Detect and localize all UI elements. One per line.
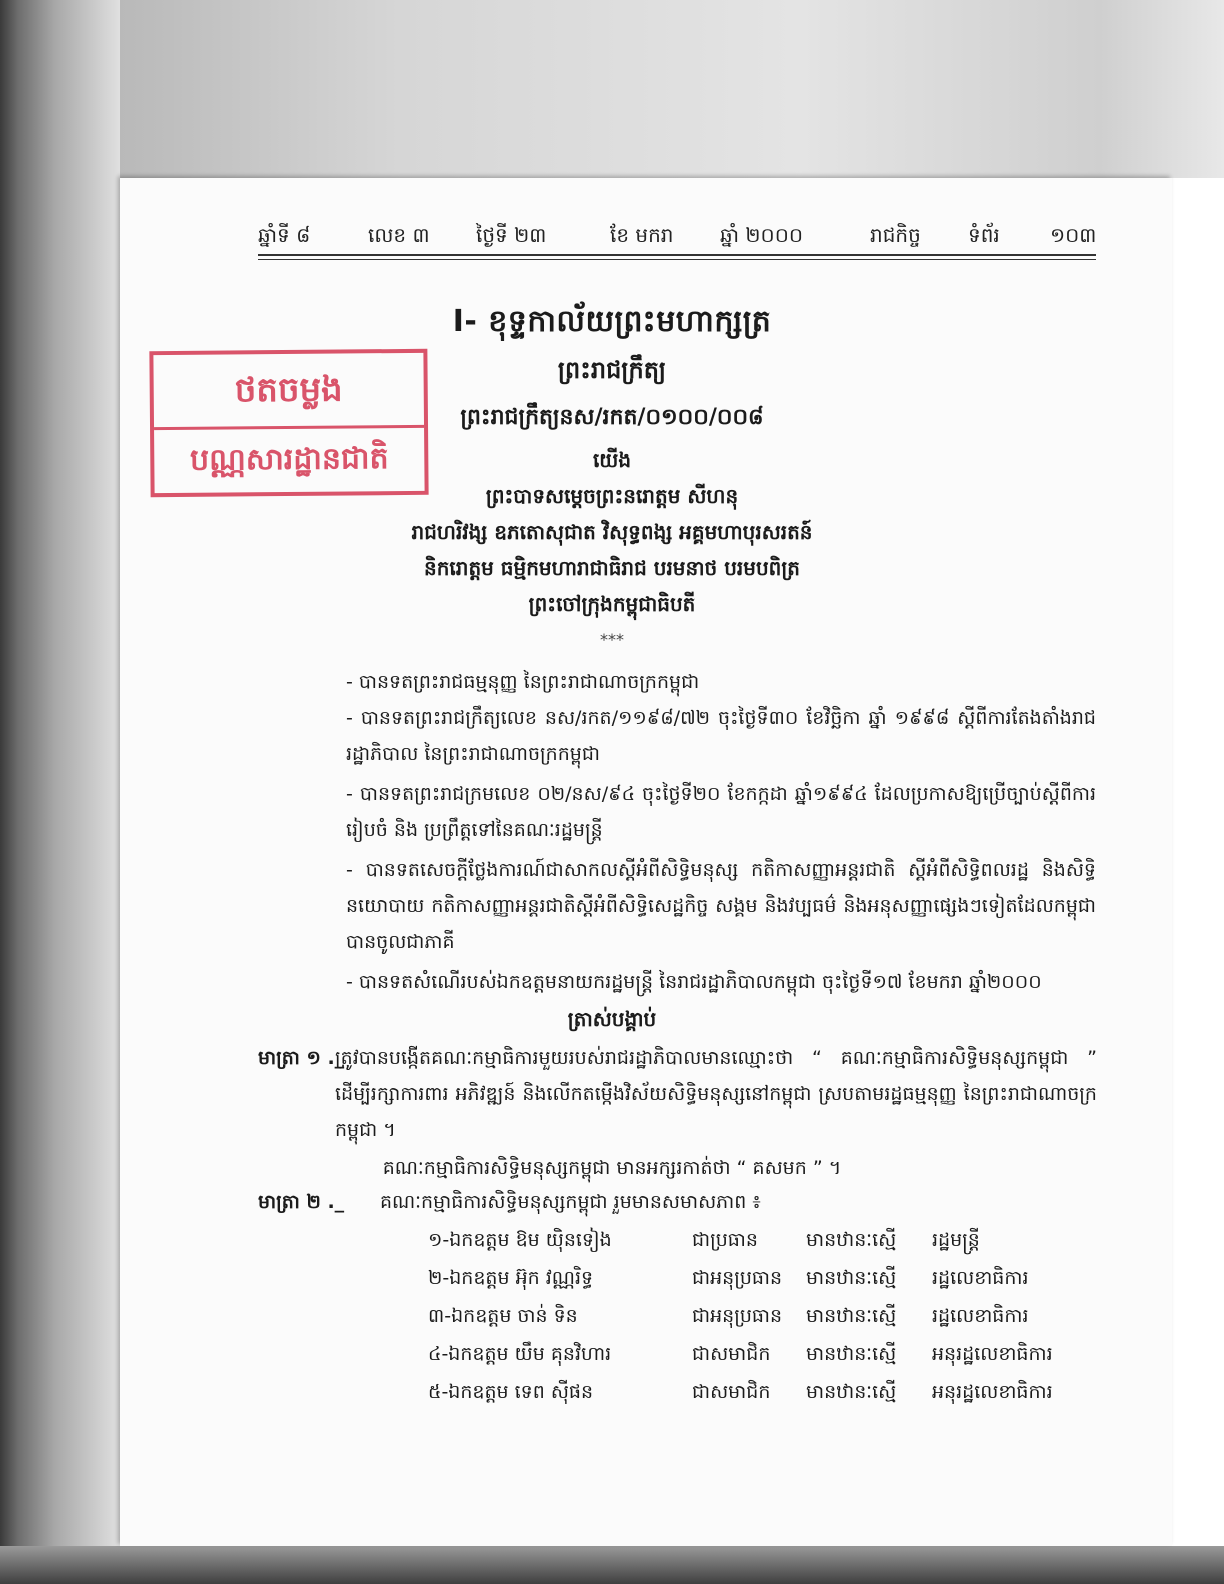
decrees-heading: ត្រាស់បង្គាប់: [567, 1007, 657, 1031]
stamp-line-archive: បណ្ណសារដ្ឋានជាតិ: [189, 441, 389, 478]
header-gazette: រាជកិច្ច: [870, 223, 921, 247]
article-1-text: ត្រូវបានបង្កើតគណៈកម្មាធិការមួយរបស់រាជរដ្ឋាភិបាលមានឈ្មោះថា “ គណៈកម្មាធិការសិទ្ធិមនុស្សកម្ពុជា ” ដើម្បីរក្សាការពារ អភិវឌ្ឍន៍ និងលើកតម្កើងវិស័យសិទ្ធិមនុស្សនៅកម្ពុជា ស្របតាមរដ្ឋធម្មនុញ្ញ នៃព្រះរាជាណាចក្រកម្ពុជា ។: [335, 1047, 1097, 1141]
header-year: ឆ្នាំទី ៨: [258, 223, 311, 247]
header-yr: ឆ្នាំ ២០០០: [720, 223, 804, 247]
member-4-name: ៤-ឯកឧត្តម យឹម គុនវិហារ: [428, 1343, 612, 1365]
member-5-rank: មានឋានៈស្មើ: [806, 1381, 897, 1403]
king-title-3: និករោត្តម ធម្មិកមហារាជាធិរាជ បរមនាថ បរមបពិត្រ: [424, 556, 800, 580]
header-rule-thin: [258, 259, 1096, 260]
member-2-grade: រដ្ឋលេខាធិការ: [932, 1267, 1029, 1289]
member-3-role: ជាអនុប្រធាន: [692, 1305, 783, 1327]
king-title-1: ព្រះបាទសម្តេចព្រះនរោត្តម សីហនុ: [485, 484, 739, 508]
scan-shadow-bottom: [0, 1546, 1224, 1584]
member-1-grade: រដ្ឋមន្ត្រី: [932, 1229, 980, 1251]
decree-number: ព្រះរាជក្រឹត្យនស/រកត/០១០០/០០៨: [460, 405, 764, 430]
member-1-rank: មានឋានៈស្មើ: [806, 1229, 897, 1251]
member-3-rank: មានឋានៈស្មើ: [806, 1305, 897, 1327]
member-2-rank: មានឋានៈស្មើ: [806, 1267, 897, 1289]
consideration-5: - បានទតសំណើរបស់ឯកឧត្តមនាយករដ្ឋមន្ត្រី នៃរាជរដ្ឋាភិបាលកម្ពុជា ចុះថ្ងៃទី១៧ ខែមករា ឆ្នាំ២០០០: [346, 971, 1042, 993]
member-2-role: ជាអនុប្រធាន: [692, 1267, 783, 1289]
header-page-number: ១០៣: [1050, 223, 1097, 247]
scan-shadow-top: [0, 0, 1224, 178]
separator-stars: ***: [600, 630, 624, 649]
article-2-text: គណៈកម្មាធិការសិទ្ធិមនុស្សកម្ពុជា រួមមានសមាសភាព ៖: [380, 1191, 761, 1213]
member-1-name: ១-ឯកឧត្តម ឱម យ៉ិនទៀង: [428, 1229, 612, 1251]
king-title-2: រាជហរិវង្ស ឧភតោសុជាត វិសុទ្ធពង្ស អគ្គមហាបុរសរតន៍: [411, 520, 813, 544]
member-4-rank: មានឋានៈស្មើ: [806, 1343, 897, 1365]
consideration-4: - បានទតសេចក្តីថ្លែងការណ៍ជាសាកលស្តីអំពីសិទ្ធិមនុស្ស កតិកាសញ្ញាអន្តរជាតិ ស្តីអំពីសិទ្ធិពលរដ្ឋ និងសិទ្ធិនយោបាយ កតិកាសញ្ញាអន្តរជាតិស្តីអំពីសិទ្ធិសេដ្ឋកិច្ច សង្គម និងវប្បធម៌ និងអនុសញ្ញាផ្សេងៗទៀតដែលកម្ពុជាបានចូលជាភាគី: [346, 859, 1096, 953]
header-rule: [258, 254, 1096, 256]
decree-title: ព្រះរាជក្រឹត្យ: [557, 356, 667, 384]
member-3-name: ៣-ឯកឧត្តម ចាន់ ទិន: [428, 1305, 578, 1327]
article-1-label: មាត្រា ១ ._: [258, 1047, 345, 1069]
scan-shadow-left: [0, 0, 120, 1584]
archive-stamp: [149, 349, 428, 497]
we-heading: យើង: [592, 448, 632, 472]
stamp-divider: [154, 425, 424, 430]
stamp-line-copy: ថតចម្លង: [234, 369, 343, 411]
member-5-name: ៥-ឯកឧត្តម ទេព ស៊ីផន: [428, 1381, 594, 1403]
section-title: I- ខុទ្ទកាល័យព្រះមហាក្សត្រ: [452, 304, 772, 339]
member-5-grade: អនុរដ្ឋលេខាធិការ: [932, 1381, 1053, 1403]
header-page-label: ទំព័រ: [968, 223, 1000, 247]
article-1-abbreviation: គណៈកម្មាធិការសិទ្ធិមនុស្សកម្ពុជា មានអក្សរកាត់ថា “ គសមក ” ។: [382, 1157, 842, 1179]
consideration-1: - បានទតព្រះរាជធម្មនុញ្ញ នៃព្រះរាជាណាចក្រកម្ពុជា: [346, 671, 700, 693]
header-month: ខែ មករា: [610, 223, 674, 247]
king-title-4: ព្រះចៅក្រុងកម្ពុជាធិបតី: [528, 592, 696, 616]
member-2-name: ២-ឯកឧត្តម អ៊ុក វណ្ណរិទ្ធ: [428, 1267, 594, 1289]
consideration-3: - បានទតព្រះរាជក្រមលេខ ០២/នស/៩៤ ចុះថ្ងៃទី២០ ខែកក្កដា ឆ្នាំ១៩៩៤ ដែលប្រកាសឱ្យប្រើច្បាប់ស្តីពីការរៀបចំ និង ប្រព្រឹត្តទៅនៃគណៈរដ្ឋមន្ត្រី: [346, 783, 1096, 841]
member-4-role: ជាសមាជិក: [692, 1343, 771, 1365]
article-2-label: មាត្រា ២ ._: [258, 1191, 345, 1213]
member-1-role: ជាប្រធាន: [692, 1229, 758, 1251]
consideration-2: - បានទតព្រះរាជក្រឹត្យលេខ នស/រកត/១១៩៨/៧២ ចុះថ្ងៃទី៣០ ខែវិច្ឆិកា ឆ្នាំ ១៩៩៨ ស្តីពីការតែងតាំងរាជរដ្ឋាភិបាល នៃព្រះរាជាណាចក្រកម្ពុជា: [346, 707, 1096, 765]
member-5-role: ជាសមាជិក: [692, 1381, 771, 1403]
header-issue: លេខ ៣: [368, 223, 430, 247]
member-4-grade: អនុរដ្ឋលេខាធិការ: [932, 1343, 1053, 1365]
header-day: ថ្ងៃទី ២៣: [476, 223, 547, 247]
member-3-grade: រដ្ឋលេខាធិការ: [932, 1305, 1029, 1327]
